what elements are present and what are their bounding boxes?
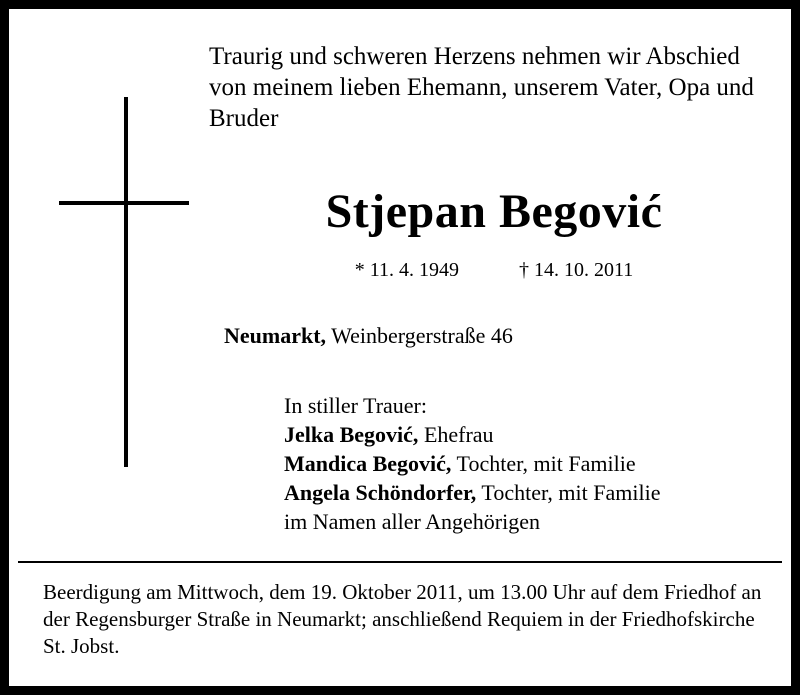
cross-horizontal-bar [59,201,189,205]
mourners-closing: im Namen aller Angehörigen [284,509,540,534]
funeral-details: Beerdigung am Mittwoch, dem 19. Oktober 2011, um 13.00 Uhr auf dem Friedhof an der Regensburger Straße in Neumarkt; anschließend Requiem in der Friedhofskirche St. Jobst. [43,580,762,658]
birth-date: * 11. 4. 1949 [354,259,459,281]
mourner-relation: Tochter, mit Familie [451,451,636,476]
death-date: † 14. 10. 2011 [519,259,634,281]
intro-text: Traurig und schweren Herzens nehmen wir Abschied von meinem lieben Ehemann, unserem Vater, Opa und Bruder [209,43,754,132]
mourner-row [284,478,660,507]
mourner-name: Mandica Begović, [284,451,452,476]
address-street: Weinbergerstraße 46 [326,323,513,348]
mourner-name: Jelka Begović, [284,422,419,447]
mourner-row [284,420,660,449]
mourner-row [284,449,660,478]
notice-inner [9,9,791,686]
mourner-relation: Ehefrau [418,422,494,447]
life-dates [209,257,779,283]
mourner-name: Angela Schöndorfer, [284,480,477,505]
mourners-heading: In stiller Trauer: [284,393,427,418]
mourners-block [284,391,660,536]
deceased-name: Stjepan Begović [325,185,663,238]
mourner-relation: Tochter, mit Familie [476,480,661,505]
section-divider [18,561,782,563]
cross-vertical-bar [124,97,128,467]
address-city: Neumarkt, [224,323,327,348]
cross-icon [59,97,189,467]
address-line [224,322,513,350]
